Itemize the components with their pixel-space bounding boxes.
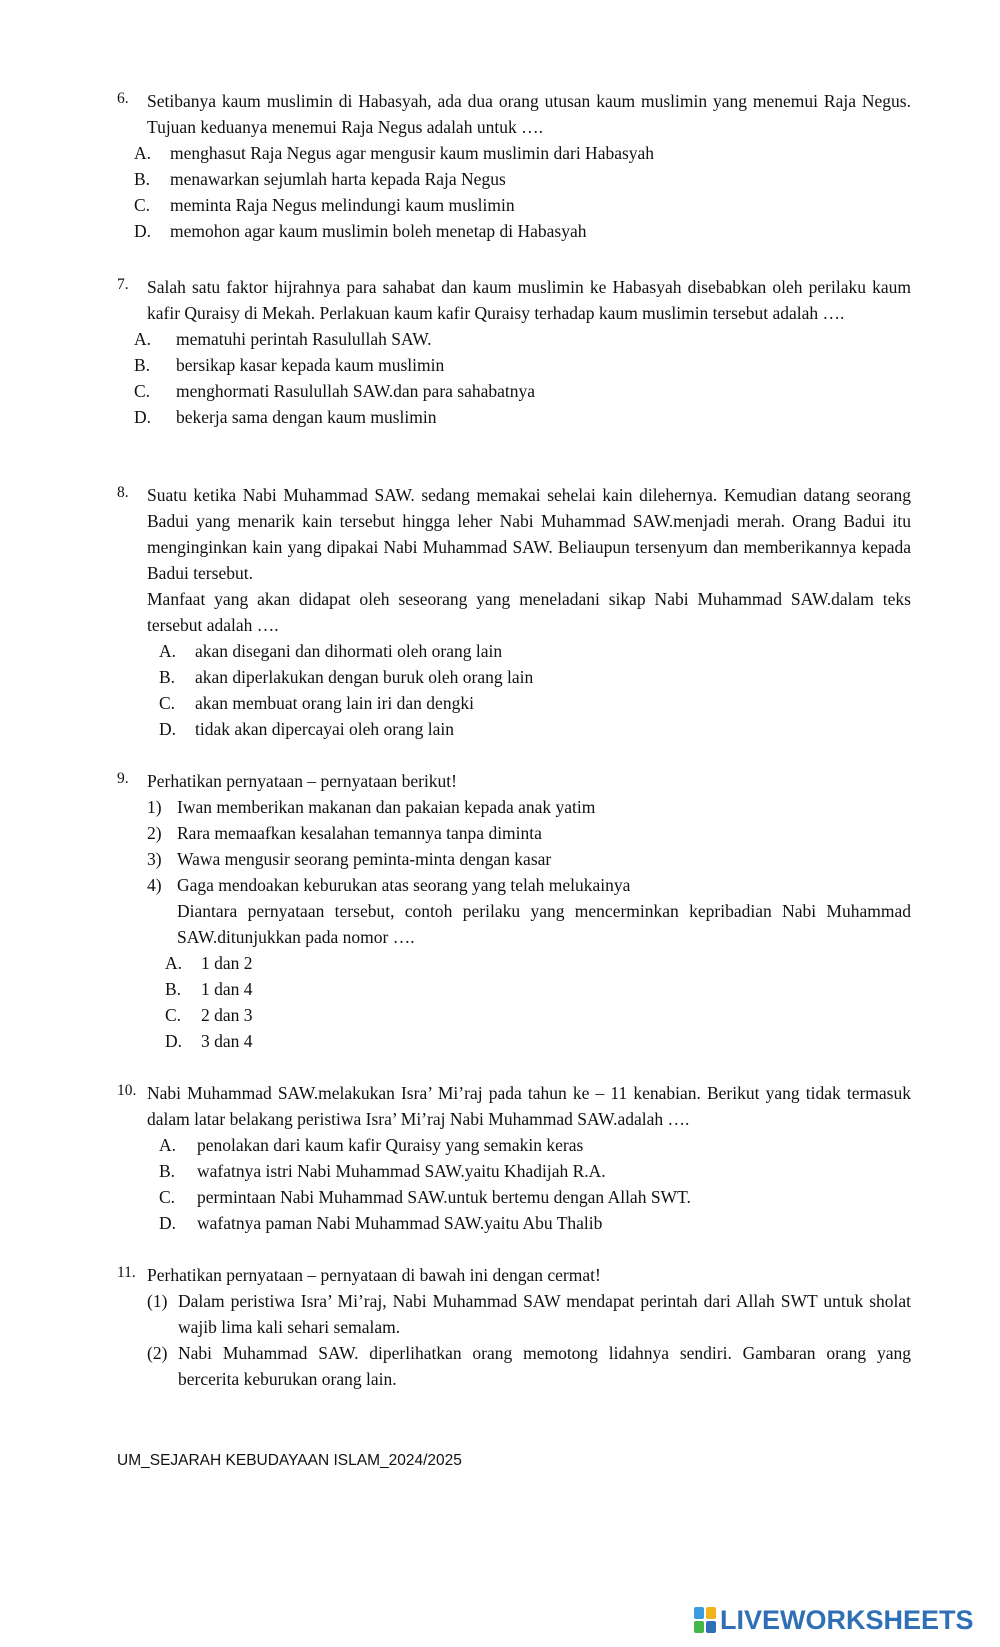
option-label: D. bbox=[134, 221, 152, 241]
option-label: B. bbox=[159, 667, 176, 687]
statement-text: Wawa mengusir seorang peminta-minta dengan kasar bbox=[177, 849, 552, 869]
option-text: wafatnya istri Nabi Muhammad SAW.yaitu Khadijah R.A. bbox=[197, 1161, 606, 1181]
option-label: A. bbox=[134, 143, 152, 163]
option-text: menghormati Rasulullah SAW.dan para sahabatnya bbox=[176, 381, 536, 401]
option-text: bekerja sama dengan kaum muslimin bbox=[176, 407, 437, 427]
option-text: akan disegani dan dihormati oleh orang lain bbox=[195, 641, 503, 661]
question-prompt: Diantara pernyataan tersebut, contoh perilaku yang mencerminkan kepribadian Nabi Muhammad SAW.ditunjukkan pada nomor …. bbox=[177, 901, 911, 947]
statement-label: (2) bbox=[147, 1343, 168, 1363]
question-text: Perhatikan pernyataan – pernyataan di bawah ini dengan cermat! bbox=[147, 1265, 601, 1285]
question-prompt: Manfaat yang akan didapat oleh seseorang yang meneladani sikap Nabi Muhammad SAW.dalam teks tersebut adalah …. bbox=[147, 589, 911, 635]
question-text: Salah satu faktor hijrahnya para sahabat dan kaum muslimin ke Habasyah disebabkan oleh perilaku kaum kafir Quraisy di Mekah. Perlakuan kaum kafir Quraisy terhadap kaum muslimin tersebut adalah …. bbox=[147, 277, 911, 323]
option-text: 2 dan 3 bbox=[201, 1005, 253, 1025]
option-text: tidak akan dipercayai oleh orang lain bbox=[195, 719, 454, 739]
statement-label: 2) bbox=[147, 823, 162, 843]
option-c[interactable] bbox=[117, 1184, 911, 1210]
option-text: menghasut Raja Negus agar mengusir kaum muslimin dari Habasyah bbox=[170, 143, 655, 163]
option-text: 1 dan 2 bbox=[201, 953, 253, 973]
statement-label: 4) bbox=[147, 875, 162, 895]
option-a[interactable] bbox=[117, 1132, 911, 1158]
statement-text: Iwan memberikan makanan dan pakaian kepada anak yatim bbox=[177, 797, 596, 817]
question-text: Setibanya kaum muslimin di Habasyah, ada dua orang utusan kaum muslimin yang menemui Raja Negus. Tujuan keduanya menemui Raja Negus adalah untuk …. bbox=[147, 91, 911, 137]
option-text: penolakan dari kaum kafir Quraisy yang semakin keras bbox=[197, 1135, 584, 1155]
option-b[interactable] bbox=[117, 976, 911, 1002]
statement-label: 1) bbox=[147, 797, 162, 817]
question-number: 6. bbox=[117, 90, 129, 107]
statement-label: (1) bbox=[147, 1291, 168, 1311]
options-list bbox=[117, 950, 911, 1054]
logo-square bbox=[706, 1607, 716, 1619]
option-label: D. bbox=[159, 719, 177, 739]
option-text: permintaan Nabi Muhammad SAW.untuk bertemu dengan Allah SWT. bbox=[197, 1187, 691, 1207]
question-11 bbox=[117, 1262, 911, 1392]
statement-text: Nabi Muhammad SAW. diperlihatkan orang memotong lidahnya sendiri. Gambaran orang yang bercerita keburukan orang lain. bbox=[178, 1343, 911, 1389]
option-label: B. bbox=[165, 979, 182, 999]
option-a[interactable] bbox=[117, 140, 911, 166]
option-text: akan membuat orang lain iri dan dengki bbox=[195, 693, 474, 713]
option-label: A. bbox=[159, 1135, 177, 1155]
option-label: B. bbox=[134, 169, 151, 189]
option-label: C. bbox=[159, 693, 176, 713]
question-9 bbox=[117, 768, 911, 1054]
option-label: C. bbox=[165, 1005, 182, 1025]
option-d[interactable] bbox=[117, 1028, 911, 1054]
statement-label: 3) bbox=[147, 849, 162, 869]
statement-text: Gaga mendoakan keburukan atas seorang yang telah melukainya bbox=[177, 875, 631, 895]
brand-name: LIVEWORKSHEETS bbox=[720, 1604, 974, 1635]
options-list bbox=[117, 638, 911, 742]
option-label: D. bbox=[165, 1031, 183, 1051]
option-text: bersikap kasar kepada kaum muslimin bbox=[176, 355, 445, 375]
option-label: C. bbox=[134, 381, 151, 401]
option-c[interactable] bbox=[117, 1002, 911, 1028]
statement-text: Rara memaafkan kesalahan temannya tanpa diminta bbox=[177, 823, 542, 843]
statement-text: Dalam peristiwa Isra’ Mi’raj, Nabi Muhammad SAW mendapat perintah dari Allah SWT untuk sholat wajib lima kali sehari semalam. bbox=[178, 1291, 911, 1337]
option-text: akan diperlakukan dengan buruk oleh orang lain bbox=[195, 667, 534, 687]
option-text: 3 dan 4 bbox=[201, 1031, 253, 1051]
statements-list bbox=[117, 1288, 911, 1392]
option-label: D. bbox=[134, 407, 152, 427]
statement-1 bbox=[117, 794, 911, 820]
option-a[interactable] bbox=[117, 638, 911, 664]
option-d[interactable] bbox=[117, 404, 911, 430]
statement-4 bbox=[117, 872, 911, 898]
logo-square bbox=[694, 1621, 704, 1633]
option-text: memohon agar kaum muslimin boleh menetap di Habasyah bbox=[170, 221, 587, 241]
question-number: 7. bbox=[117, 276, 129, 293]
question-number: 8. bbox=[117, 484, 129, 501]
option-d[interactable] bbox=[117, 218, 911, 244]
option-d[interactable] bbox=[117, 1210, 911, 1236]
question-10 bbox=[117, 1080, 911, 1236]
statement-2 bbox=[117, 820, 911, 846]
option-a[interactable] bbox=[117, 950, 911, 976]
option-d[interactable] bbox=[117, 716, 911, 742]
question-8 bbox=[117, 482, 911, 742]
logo-square bbox=[694, 1607, 704, 1619]
question-number: 9. bbox=[117, 770, 129, 787]
logo-square bbox=[706, 1621, 716, 1633]
option-label: B. bbox=[159, 1161, 176, 1181]
question-number: 10. bbox=[117, 1082, 137, 1099]
question-text: Suatu ketika Nabi Muhammad SAW. sedang memakai sehelai kain dilehernya. Kemudian datang seorang Badui yang menarik kain tersebut hingga leher Nabi Muhammad SAW.menjadi merah. Orang Badui itu menginginkan kain yang dipakai Nabi Muhammad SAW. Beliaupun tersenyum dan memberikannya kepada Badui tersebut. bbox=[147, 485, 911, 583]
statement-3 bbox=[117, 846, 911, 872]
option-b[interactable] bbox=[117, 1158, 911, 1184]
option-b[interactable] bbox=[117, 166, 911, 192]
option-label: A. bbox=[159, 641, 177, 661]
options-list bbox=[117, 1132, 911, 1236]
option-c[interactable] bbox=[117, 378, 911, 404]
option-text: mematuhi perintah Rasulullah SAW. bbox=[176, 329, 432, 349]
statements-list bbox=[117, 794, 911, 898]
statement-2 bbox=[117, 1340, 911, 1392]
option-label: D. bbox=[159, 1213, 177, 1233]
option-text: 1 dan 4 bbox=[201, 979, 253, 999]
option-label: A. bbox=[165, 953, 183, 973]
option-b[interactable] bbox=[117, 352, 911, 378]
question-7 bbox=[117, 274, 911, 430]
options-list bbox=[117, 140, 911, 244]
question-text: Nabi Muhammad SAW.melakukan Isra’ Mi’raj pada tahun ke – 11 kenabian. Berikut yang tidak termasuk dalam latar belakang peristiwa Isra’ Mi’raj Nabi Muhammad SAW.adalah …. bbox=[147, 1083, 911, 1129]
question-6 bbox=[117, 88, 911, 244]
option-a[interactable] bbox=[117, 326, 911, 352]
option-c[interactable] bbox=[117, 192, 911, 218]
option-label: C. bbox=[134, 195, 151, 215]
page-footer: UM_SEJARAH KEBUDAYAAN ISLAM_2024/2025 bbox=[117, 1452, 462, 1469]
option-label: A. bbox=[134, 329, 152, 349]
statement-1 bbox=[117, 1288, 911, 1340]
option-c[interactable] bbox=[117, 690, 911, 716]
option-label: C. bbox=[159, 1187, 176, 1207]
liveworksheets-logo-icon bbox=[694, 1607, 716, 1633]
option-text: wafatnya paman Nabi Muhammad SAW.yaitu Abu Thalib bbox=[197, 1213, 603, 1233]
option-text: meminta Raja Negus melindungi kaum muslimin bbox=[170, 195, 515, 215]
option-text: menawarkan sejumlah harta kepada Raja Negus bbox=[170, 169, 506, 189]
liveworksheets-brand bbox=[694, 1605, 974, 1635]
option-label: B. bbox=[134, 355, 151, 375]
option-b[interactable] bbox=[117, 664, 911, 690]
options-list bbox=[117, 326, 911, 430]
question-text: Perhatikan pernyataan – pernyataan berikut! bbox=[147, 771, 458, 791]
question-number: 11. bbox=[117, 1264, 136, 1281]
